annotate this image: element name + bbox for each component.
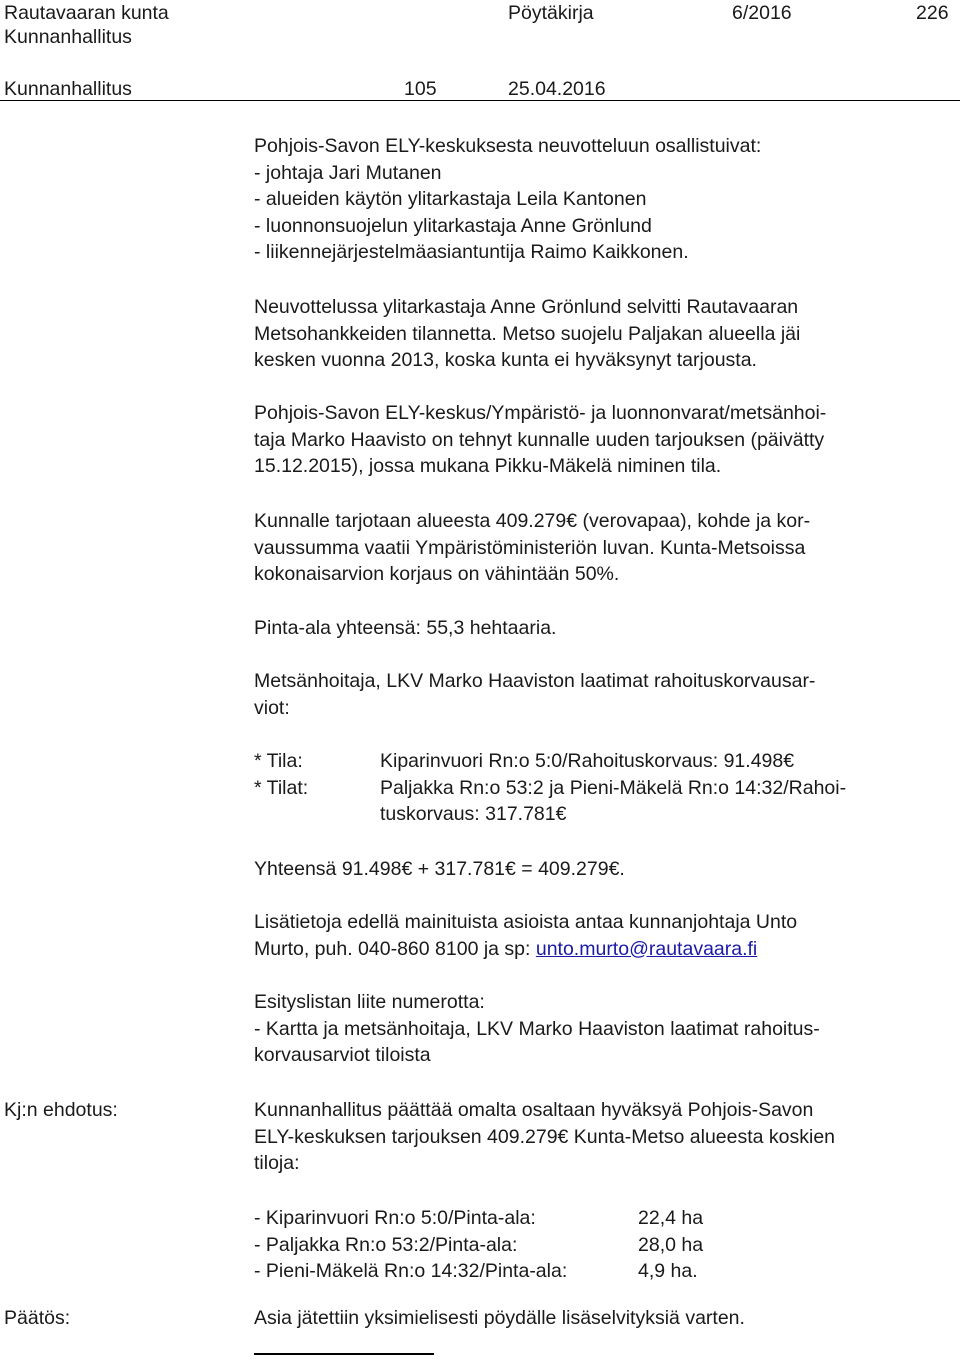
area-name: - Paljakka Rn:o 53:2/Pinta-ala: <box>254 1233 518 1256</box>
paragraph-line: Kunnanhallitus päättää omalta osaltaan hyväksyä Pohjois-Savon <box>254 1099 814 1121</box>
paragraph-line: ELY-keskuksen tarjouksen 409.279€ Kunta-Metso alueesta koskien <box>254 1125 836 1148</box>
participants-block <box>254 133 954 266</box>
paragraph-line: kesken vuonna 2013, koska kunta ei hyväksynyt tarjousta. <box>254 349 757 371</box>
estimate-label: * Tila: <box>254 750 303 772</box>
paragraph-line <box>254 936 954 963</box>
header-doc-type: Pöytäkirja <box>508 2 594 24</box>
contact-email-link[interactable]: unto.murto@rautavaara.fi <box>535 937 758 960</box>
total-sum: Yhteensä 91.498€ + 317.781€ = 409.279€. <box>254 858 625 880</box>
area-name: - Pieni-Mäkelä Rn:o 14:32/Pinta-ala: <box>254 1260 568 1282</box>
paragraph-line: Metsänhoitaja, LKV Marko Haaviston laatimat rahoituskorvausar- <box>254 670 816 692</box>
area-value: 28,0 ha <box>638 1233 704 1256</box>
paragraph-line: Lisätietoja edellä mainituista asioista antaa kunnanjohtaja Unto <box>254 911 798 933</box>
area-value: 4,9 ha. <box>638 1260 698 1282</box>
meeting-underline <box>0 100 960 101</box>
area-value: 22,4 ha <box>638 1207 704 1229</box>
participant-item: - johtaja Jari Mutanen <box>254 161 442 184</box>
attachment-heading: Esityslistan liite numerotta: <box>254 991 485 1013</box>
estimate-row <box>254 748 954 775</box>
estimate-label: * Tilat: <box>254 776 309 799</box>
paragraph-estimates-intro <box>254 668 954 721</box>
paragraph-line: tiloja: <box>254 1152 300 1174</box>
area-row <box>254 1258 954 1285</box>
paragraph-line: Metsohankkeiden tilannetta. Metso suojelu Paljakan alueella jäi <box>254 322 801 345</box>
area-row <box>254 1232 954 1259</box>
participant-item: - alueiden käytön ylitarkastaja Leila Kantonen <box>254 188 647 210</box>
decision-text: Asia jätettiin yksimielisesti pöydälle lisäselvityksiä varten. <box>254 1307 745 1329</box>
estimate-value: tuskorvaus: 317.781€ <box>380 803 567 825</box>
area-name: - Kiparinvuori Rn:o 5:0/Pinta-ala: <box>254 1207 536 1229</box>
estimate-value: Paljakka Rn:o 53:2 ja Pieni-Mäkelä Rn:o 14:32/Rahoi- <box>380 776 847 799</box>
attachment-block <box>254 989 954 1069</box>
paragraph-line: Kunnalle tarjotaan alueesta 409.279€ (verovapaa), kohde ja kor- <box>254 510 811 532</box>
participants-intro: Pohjois-Savon ELY-keskuksesta neuvotteluun osallistuivat: <box>254 135 762 157</box>
proposal-area-list <box>254 1205 954 1285</box>
proposal-text <box>254 1097 954 1177</box>
participant-item: - luonnonsuojelun ylitarkastaja Anne Grönlund <box>254 214 652 237</box>
paragraph-line: 15.12.2015), jossa mukana Pikku-Mäkelä niminen tila. <box>254 455 722 477</box>
decision-underline <box>254 1353 434 1355</box>
estimate-row <box>254 775 954 802</box>
paragraph-new-offer <box>254 400 954 480</box>
paragraph-offer-amount <box>254 508 954 588</box>
meeting-section: 105 <box>404 78 437 100</box>
paragraph-line: taja Marko Haavisto on tehnyt kunnalle uuden tarjouksen (päivätty <box>254 428 825 451</box>
header-body: Kunnanhallitus <box>4 26 132 48</box>
attachment-item: - Kartta ja metsänhoitaja, LKV Marko Haaviston laatimat rahoitus- <box>254 1017 820 1040</box>
decision-label: Päätös: <box>4 1307 71 1329</box>
area-row <box>254 1205 954 1232</box>
estimates-list <box>254 748 954 828</box>
attachment-item: korvausarviot tiloista <box>254 1044 431 1066</box>
estimate-row <box>254 801 954 828</box>
proposal-label: Kj:n ehdotus: <box>4 1099 118 1121</box>
header-issue: 6/2016 <box>732 2 792 24</box>
paragraph-line: Pohjois-Savon ELY-keskus/Ympäristö- ja luonnonvarat/metsänhoi- <box>254 402 827 424</box>
contact-phone-text: Murto, puh. 040-860 8100 ja sp: <box>254 937 536 960</box>
estimate-value: Kiparinvuori Rn:o 5:0/Rahoituskorvaus: 91.498€ <box>380 750 795 772</box>
paragraph-negotiation <box>254 294 954 374</box>
area-total: Pinta-ala yhteensä: 55,3 hehtaaria. <box>254 617 557 639</box>
paragraph-line: Neuvottelussa ylitarkastaja Anne Grönlund selvitti Rautavaaran <box>254 296 799 318</box>
header-municipality: Rautavaaran kunta <box>4 2 169 24</box>
meeting-body: Kunnanhallitus <box>4 78 132 100</box>
paragraph-line: kokonaisarvion korjaus on vähintään 50%. <box>254 563 620 585</box>
participant-item: - liikennejärjestelmäasiantuntija Raimo Kaikkonen. <box>254 241 689 263</box>
contact-info <box>254 909 954 962</box>
meeting-date: 25.04.2016 <box>508 78 606 100</box>
paragraph-line: vaussumma vaatii Ympäristöministeriön luvan. Kunta-Metsoissa <box>254 536 806 559</box>
paragraph-line: viot: <box>254 696 290 719</box>
header-page-number: 226 <box>916 2 949 24</box>
